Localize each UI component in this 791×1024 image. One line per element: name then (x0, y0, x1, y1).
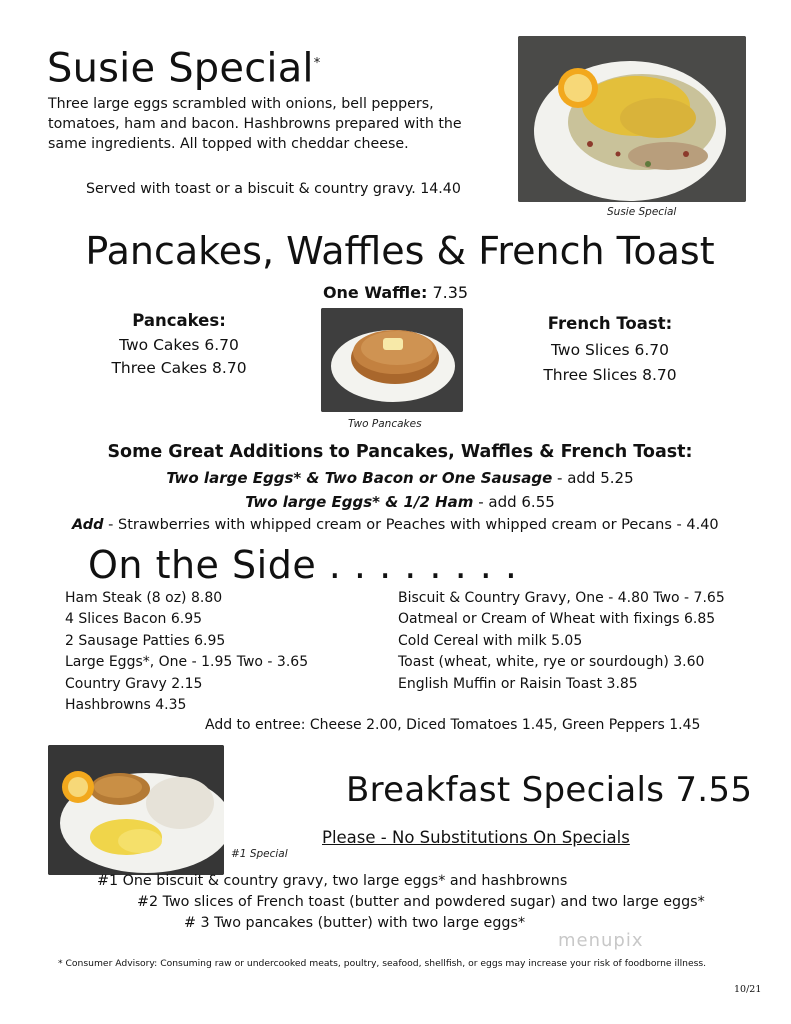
side-item: Cold Cereal with milk 5.05 (398, 632, 583, 649)
addition-line-2-item: Two large Eggs* & 1/2 Ham (245, 493, 474, 511)
susie-special-title: Susie Special* (47, 45, 321, 92)
side-item: Large Eggs*, One - 1.95 Two - 3.65 (65, 654, 309, 671)
pancakes-item: Three Cakes 8.70 (111, 359, 247, 377)
pancakes-column (90, 311, 268, 380)
french-toast-item: Three Slices 8.70 (543, 366, 677, 384)
susie-special-photo (518, 36, 746, 202)
one-waffle-line (0, 283, 791, 302)
pancakes-heading: Pancakes: (132, 311, 226, 330)
addition-line-2-price: - add 6.55 (473, 493, 555, 511)
french-toast-heading: French Toast: (547, 314, 673, 333)
side-item: Hashbrowns 4.35 (65, 697, 187, 714)
side-item: 2 Sausage Patties 6.95 (65, 632, 226, 649)
number-one-special-photo (48, 745, 224, 875)
one-waffle-price: 7.35 (432, 283, 469, 302)
addition-line-2 (0, 493, 791, 511)
menupix-watermark: menupix (558, 930, 644, 951)
susie-special-description: Three large eggs scrambled with onions, bell peppers, tomatoes, ham and bacon. Hashbrowns prepared with the same ingredients. All topped with cheddar cheese. (48, 96, 462, 152)
side-item: Country Gravy 2.15 (65, 675, 203, 692)
side-item: Ham Steak (8 oz) 8.80 (65, 590, 223, 606)
two-pancakes-photo (321, 308, 463, 412)
breakfast-specials-title: Breakfast Specials 7.55 (346, 770, 753, 810)
one-waffle-label: One Waffle: (322, 283, 428, 302)
susie-special-photo-caption: Susie Special (607, 206, 677, 218)
side-list-right (398, 588, 725, 695)
side-item: Biscuit & Country Gravy, One - 4.80 Two - 7.65 (398, 590, 725, 606)
pancakes-section-title: Pancakes, Waffles & French Toast (85, 229, 715, 273)
side-item: 4 Slices Bacon 6.95 (65, 611, 203, 628)
menu-date-code: 10/21 (734, 984, 762, 995)
pancakes-item: Two Cakes 6.70 (119, 336, 239, 354)
addition-line-3 (72, 517, 719, 533)
additions-heading: Some Great Additions to Pancakes, Waffles & French Toast: (107, 442, 693, 462)
on-the-side-title: On the Side . . . . . . . . (88, 543, 518, 587)
susie-special-asterisk: * (313, 56, 321, 71)
breakfast-special-item: #1 One biscuit & country gravy, two large eggs* and hashbrowns (97, 873, 568, 889)
number-one-special-photo-caption: #1 Special (231, 848, 288, 860)
side-list-left (65, 588, 308, 716)
french-toast-column (520, 314, 700, 387)
addition-line-3-label: Add (72, 517, 104, 533)
consumer-advisory: * Consumer Advisory: Consuming raw or undercooked meats, poultry, seafood, shellfish, or eggs may increase your risk of foodborne illness. (58, 958, 707, 969)
addition-line-1 (0, 469, 791, 487)
susie-special-served-with: Served with toast or a biscuit & country gravy. 14.40 (86, 181, 461, 197)
addition-line-3-text: - Strawberries with whipped cream or Peaches with whipped cream or Pecans - 4.40 (103, 517, 719, 533)
side-item: Toast (wheat, white, rye or sourdough) 3.60 (398, 654, 705, 671)
addition-line-1-item: Two large Eggs* & Two Bacon or One Sausage (166, 469, 553, 487)
breakfast-special-item: #2 Two slices of French toast (butter and powdered sugar) and two large eggs* (137, 894, 705, 910)
add-to-entree-line: Add to entree: Cheese 2.00, Diced Tomatoes 1.45, Green Peppers 1.45 (205, 717, 701, 733)
french-toast-item: Two Slices 6.70 (550, 341, 669, 359)
two-pancakes-photo-caption: Two Pancakes (348, 418, 422, 430)
no-substitutions-note: Please - No Substitutions On Specials (322, 828, 630, 847)
side-item: English Muffin or Raisin Toast 3.85 (398, 675, 638, 692)
addition-line-1-price: - add 5.25 (552, 469, 634, 487)
breakfast-special-item: # 3 Two pancakes (butter) with two large eggs* (184, 915, 526, 931)
side-item: Oatmeal or Cream of Wheat with fixings 6.85 (398, 611, 716, 628)
